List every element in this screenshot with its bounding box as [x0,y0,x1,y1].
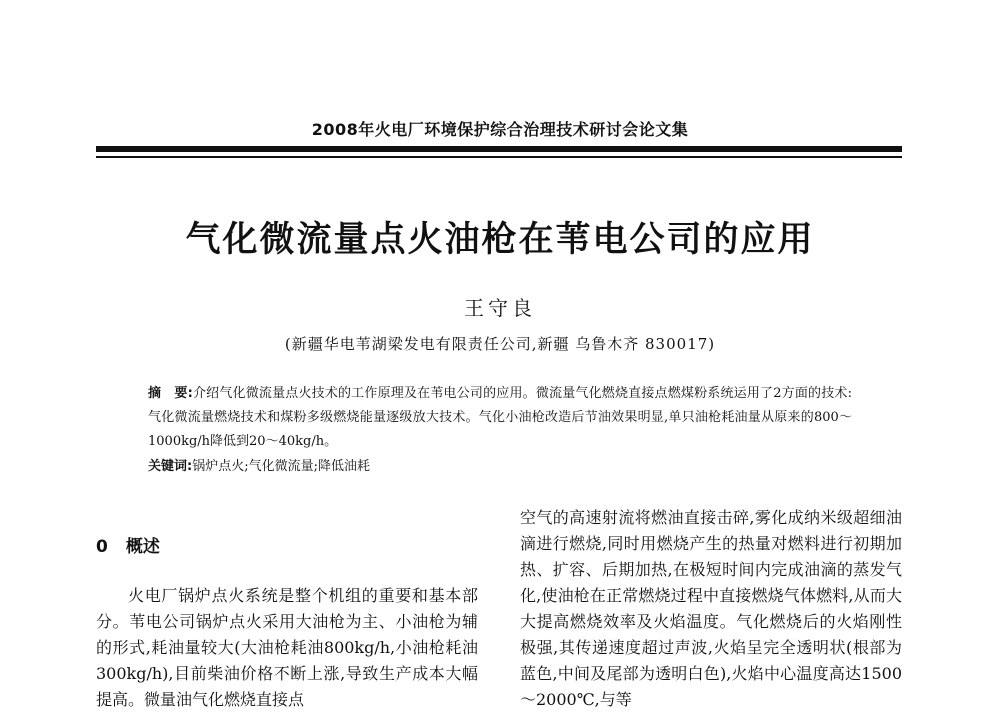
keywords-text: 锅炉点火;气化微流量;降低油耗 [192,459,370,474]
right-column-paragraph: 空气的高速射流将燃油直接击碎,雾化成纳米级超细油滴进行燃烧,同时用燃烧产生的热量对燃料进行初期加热、扩容、后期加热,在极短时间内完成油滴的蒸发气化,使油枪在正常燃烧过程中直接燃烧气体燃料,从而大大提高燃烧效率及火焰温度。气化燃烧后的火焰刚性极强,其传递速度超过声波,火焰呈完全透明状(根部为蓝色,中间及尾部为透明白色),火焰中心温度高达1500～2000℃,与等 [520,508,902,709]
abstract-label: 摘 要: [148,386,193,401]
header-rule-thick [96,146,902,152]
section-heading [96,532,160,557]
keywords [148,455,852,479]
paper-title: 气化微流量点火油枪在苇电公司的应用 [185,220,815,260]
abstract [148,382,852,454]
author-name: 王守良 [464,296,536,320]
author-affiliation: (新疆华电苇湖梁发电有限责任公司,新疆 乌鲁木齐 830017) [284,335,716,353]
section-number: 0 [96,537,108,557]
abstract-text: 介绍气化微流量点火技术的工作原理及在苇电公司的应用。微流量气化燃烧直接点燃煤粉系统运用了2方面的技术:气化微流量燃烧技术和煤粉多级燃烧能量逐级放大技术。气化小油枪改造后节油效果明显,单只油枪耗油量从原来的800～1000kg/h降低到20～40kg/h。 [148,386,852,449]
keywords-label: 关键词: [148,459,193,474]
header-rule-thin [96,156,902,158]
section-title: 概述 [125,537,160,557]
left-column-paragraph: 火电厂锅炉点火系统是整个机组的重要和基本部分。苇电公司锅炉点火采用大油枪为主、小油枪为辅的形式,耗油量较大(大油枪耗油800kg/h,小油枪耗油300kg/h),目前柴油价格不断上涨,导致生产成本大幅提高。微量油气化燃烧直接点 [96,586,478,709]
running-header: 2008年火电厂环境保护综合治理技术研讨会论文集 [311,120,689,139]
